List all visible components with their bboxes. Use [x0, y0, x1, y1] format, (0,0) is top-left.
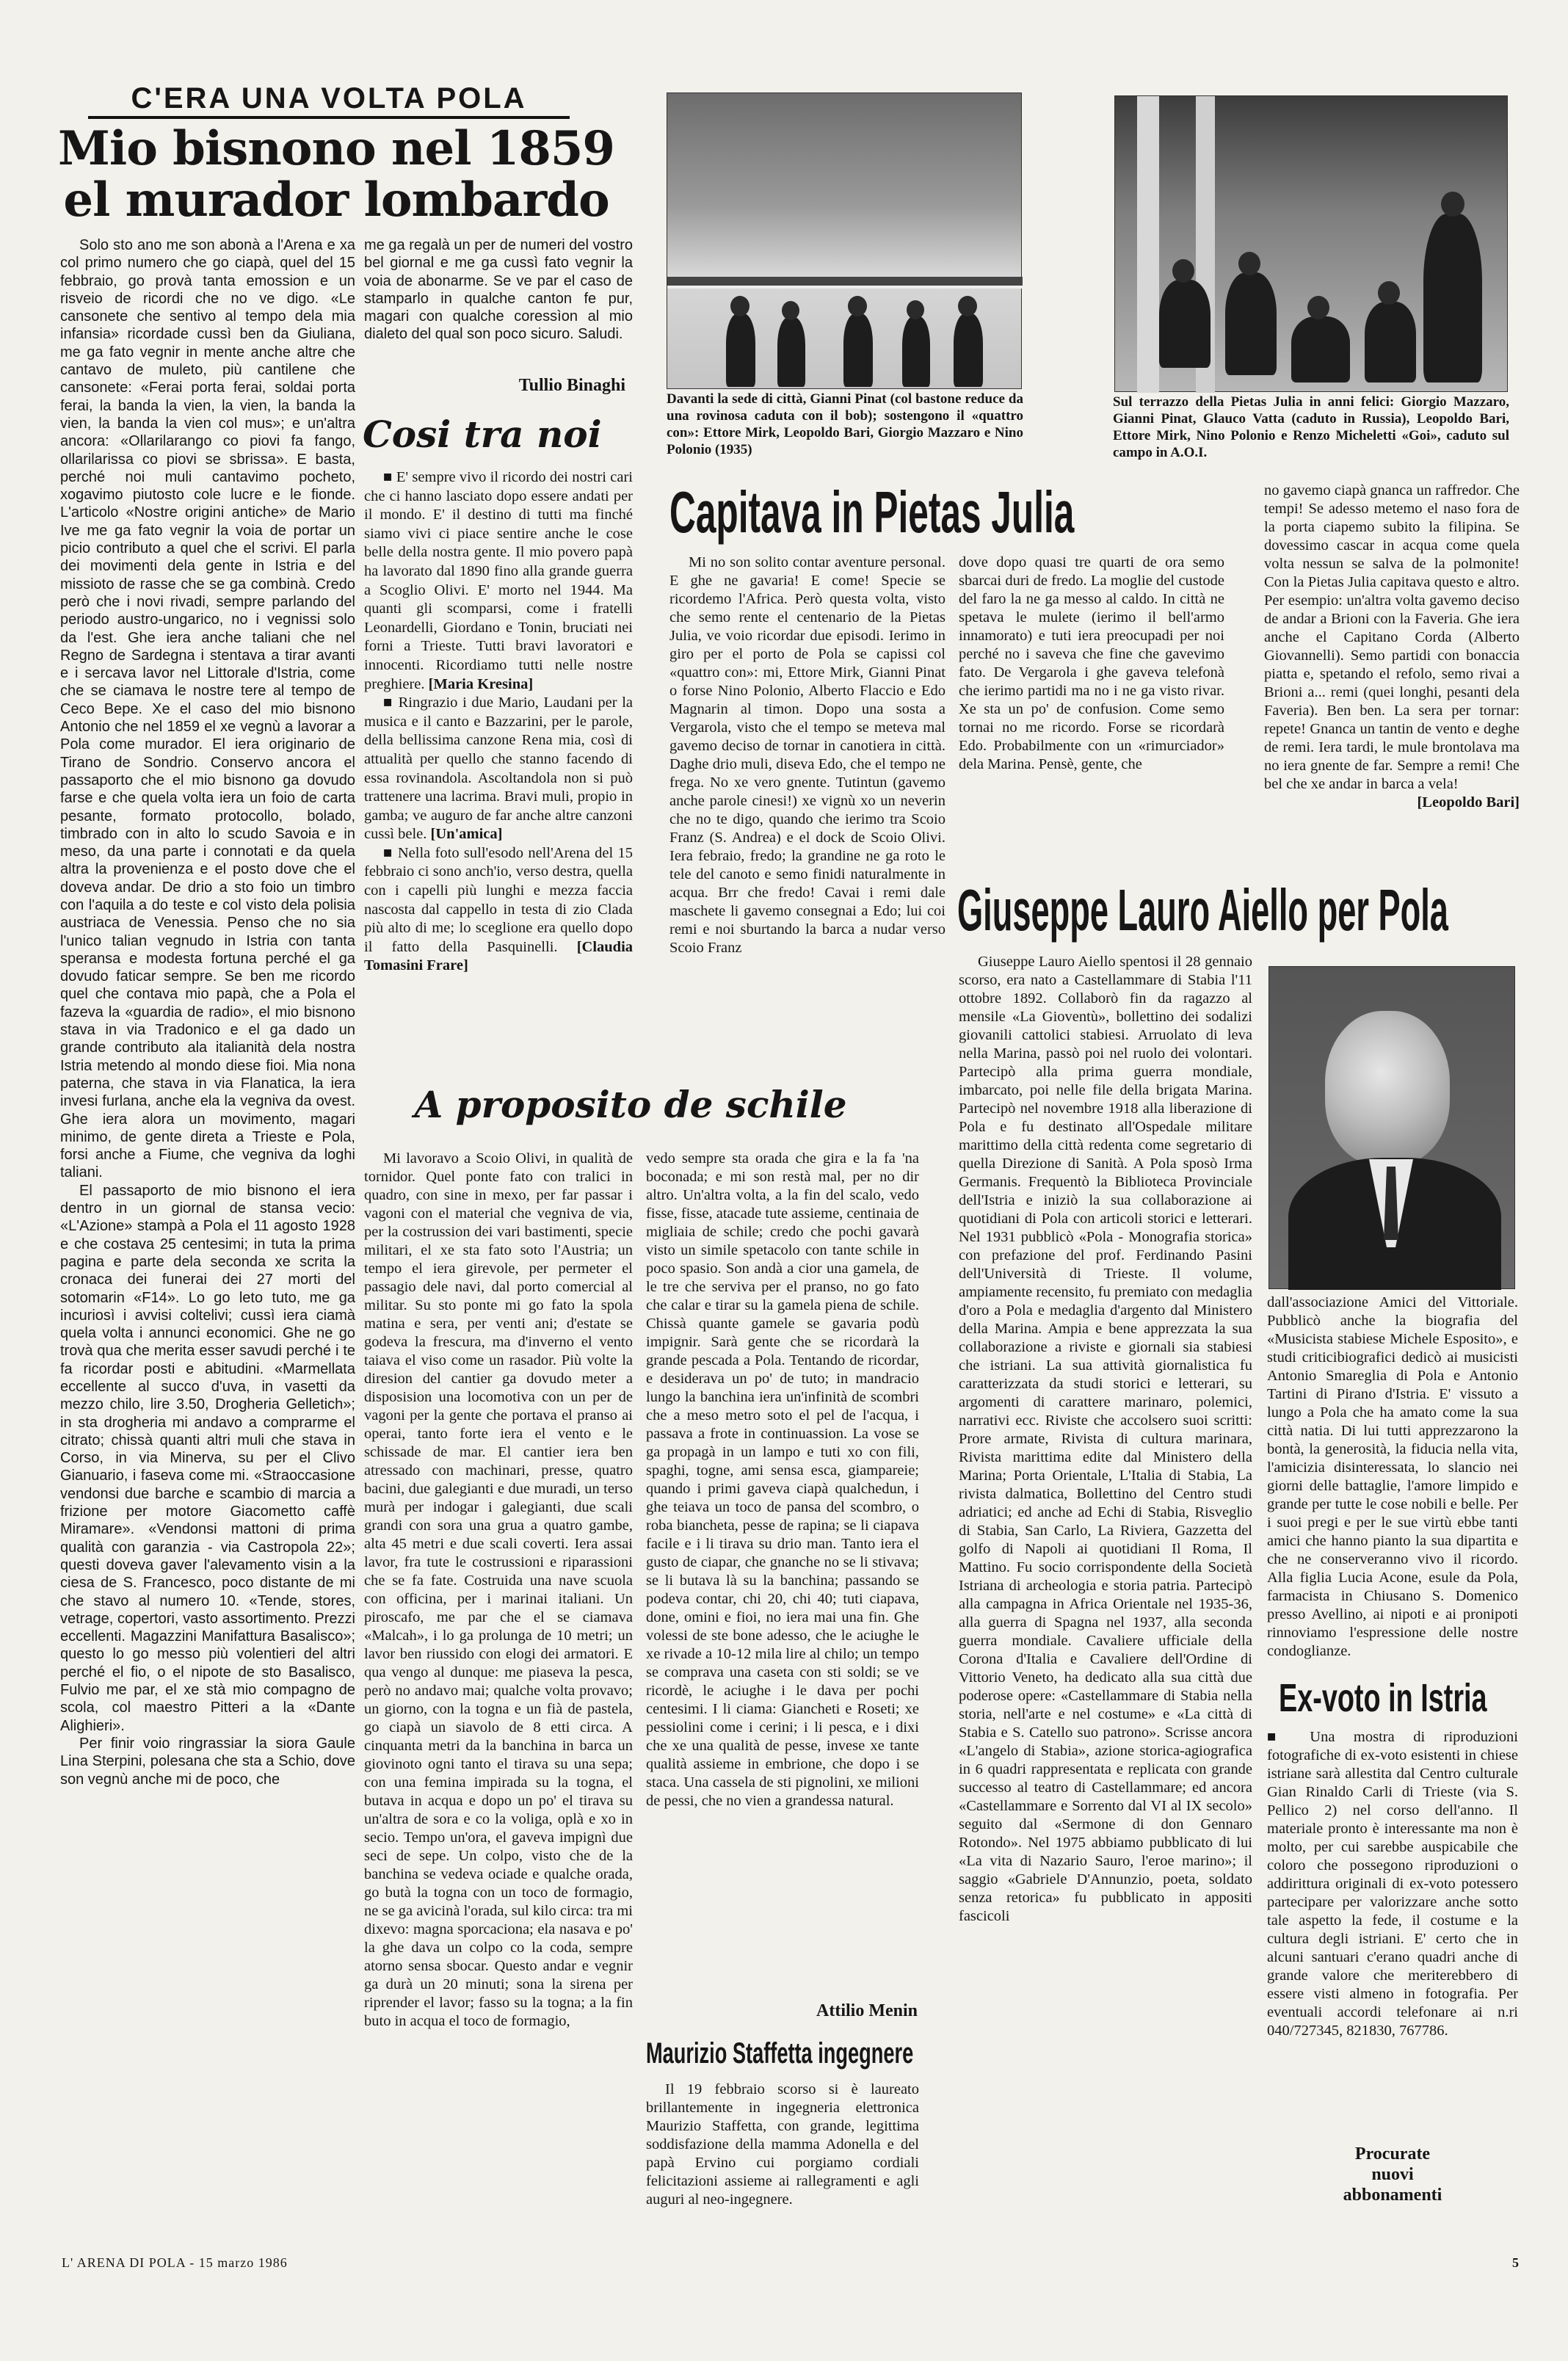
- schile-col1-text: Mi lavoravo a Scoio Olivi, in qualità de tornidor. Quel ponte fato con tralici in quadro, con sine in mexo, per far passar i vagoni con el material che vegniva de via, per la costrussion dei vari bastimenti, specie militari, el xe sta fato soto l'Austria; un tempo el iera girevole, per permeter el passagio dele navi, dal porto comercial al militar. Su sto ponte mi go fato la spola matina e sera, per venti ani; d'estate se godeva la frescura, ma d'inverno el vento taiava el viso come un rasador. Più volte la diresion del cantier ga dovudo meter a disposision una locomotiva con un per de vagoni per la gente che portava el pranso ai operai, tanto forte iera el vento e le schissade de mar. El cantier iera ben atressado con machinari, presse, quatro bacini, due galegianti e due muradi, un terso murà per indogar i galegianti, due scali grandi con sora una grua a quatro gambe, alta 45 metri e due scali coverti. Iera assai lavor, fra tute le costrussioni e riparassioni che se fa fate. Costruida una nave scuola con officina, per i marinai italiani. Un piroscafo, me par che el se ciamava «Malcah», i lo ga prolunga de 10 metri; un lavor ben riussido con elogi dei armatori. E qua vengo al dunque: me piaseva la pesca, però no andavo mai; qualche volta provavo; un giorno, con la togna e un fià de pastela, go ciapà un siavolo de 8 etti circa. A cinquanta metri da la banchina in barca un giovinoto ogni tanto el tirava su una sepa; con una femina impirada su la togna, el butava in acqua e dopo un po' el tirava su un'altra de sora e co la voliga, oplà e xo in secio. Tempo un'ora, el gaveva impignì due seci de sepe. Un colpo, visto che de la banchina se vedeva ociade e qualche orada, go butà la togna con un toco de formagio, ne se ga avicinà l'orada, sul kilo circa: tra mi dixevo: magna sporcaciona; ela nasava e po' la ghe dava un colpo co la coda, sempre atorno sensa sbocar. Questo andar e vegnir ga durà un 20 minuti; sona la sirena per riprender el lavor; fasso su la togna; a la fin buto in acqua el toco de formagio,: [364, 1150, 633, 2029]
- aiello-title-wrap: [957, 878, 1530, 944]
- bullet-square-icon: ■: [383, 469, 396, 485]
- cosi-tra-noi-title: Cosi tra noi: [363, 413, 602, 456]
- cosi-tra-noi-item-2: ■ Ringrazio i due Mario, Laudani per la musica e il canto e Bazzarini, per le parole, della bellissima canzone Rena mia, così di attualità per quello che stanno facendo di essa rovinandola. Ascoltandola non si può trattenere una lacrima. Bravi muli, propio in gamba; ve auguro de far anche altre canzoni cussì bele. [Un'amica]: [364, 694, 633, 843]
- left-article-para-2: El passaporto de mio bisnono el iera dentro in un giornal de stansa vecio: «L'Azione» stampà a Pola el 11 agosto 1928 e che costava 25 centesimi; in tuta la prima pagina e parte dela seconda xe scrita la cronaca dei funerai dei 27 morti del sotomarin «F14». Lo go leto tuto, me ga incuriosì i avvisi coltelivi; cussì iera ciamà quela volta i annunci economici. Ghe ne go trovà qua che merita esser savudi perché i te fa ricordar posti e abitudini. «Marmellata eccellente al succo d'uva, in vasetti da mezzo chilo, lire 3.50, Drogheria Gelletich»; in sta drogheria mi andavo a comprarme el citrato; chissà quanti altri muli che stava in Corso, in via Minerva, su per el Clivo Gianuario, i faseva come mi. «Straoccasione vendonsi due barche e scambio di marcia a frizione per motore Giacometto caffè Miramare». «Vendonsi mattoni di prima qualità con garanzia - via Castropola 22»; questi doveva gaver l'alevamento visin a la ciesa de S. Francesco, poco distante de mi che stavo al numero 10. «Tende, stores, vetrage, copertori, vasto assortimento. Prezzi eccellenti. Magazzini Manifattura Basalisco»; questo lo go messo più volentieri del altri perché el fio, o el nipote de sto Basalisco, Fulvio me par, el xe stà mio compagno de scola, col maestro Pitteri a la «Dante Alighieri».: [60, 1182, 355, 1734]
- exvoto-title-wrap: [1276, 1675, 1518, 1722]
- pietas-column-1: [669, 554, 945, 1065]
- schile-title: A proposito de schile: [414, 1083, 847, 1126]
- caption-quattro-con: Davanti la sede di città, Gianni Pinat (col bastone reduce da una rovinosa caduta con il bob); sostengono il «quattro con»: Ettore Mirk, Leopoldo Bari, Giorgio Mazzaro e Nino Polonio (1935): [667, 391, 1023, 457]
- headline-line-2: el murador lombardo: [63, 173, 609, 228]
- signature-leopoldo-bari: [Leopoldo Bari]: [1417, 794, 1520, 810]
- pietas-title: Capitava in Pietas Julia: [669, 479, 1075, 545]
- pietas-col1-text: Mi no son solito contar aventure personal. E ghe ne gavaria! E come! Specie se ricordemo l'Africa. Però questa volta, visto che semo rente el centenario de la Pietas Julia, ve voio ricordar due episodi. Ierimo in giro per el porto de Pola se capissi col «quattro con»: mi, Ettore Mirk, Gianni Pinat o forse Nino Polonio, Alberto Flaccio e Edo Magnarin al timon. Dopo una sosta a Vergarola, visto che el tempo se meteva mal gavemo deciso de tornar in canotiera in città. Daghe drio muli, diseva Edo, che el tempo ne frega. No xe vero gnente. Tutintun (gavemo anche parole cinesi!) xe vignù xo un neverin che no te digo, quando che ierimo tra Scoio Franz (S. Andrea) e el dock de Scoio Olivi. Iera febraio, fredo; la grandine ne ga roto le tele del canoto e semo finidi naturalmente in acqua. Brr che fredo! Cavai i remi dale maschete li gavemo consegnai a Edo; lui coi remi e noi sburtando la barca a nudar verso Scoio Franz: [669, 554, 945, 956]
- promo-procurate-abbonamenti: [1267, 2144, 1518, 2214]
- cosi-tra-noi-item-3: ■ Nella foto sull'esodo nell'Arena del 15 febbraio ci sono anch'io, verso destra, quella con i capelli più lunghi e mezza faccia nascosta dal cappello in testa di zio Clada più alto di me; lo sceglione era quello dopo il fatto della Pasquinelli. [Claudia Tomasini Frare]: [364, 844, 633, 974]
- exvoto-body: [1267, 1728, 1518, 2104]
- promo-line-3: abbonamenti: [1343, 2186, 1442, 2205]
- photo-quattro-con-1935: [667, 93, 1022, 389]
- schile-column-1: [364, 1150, 633, 2208]
- headline-line-1: Mio bisnono nel 1859: [58, 123, 614, 176]
- bullet-square-icon: ■: [1267, 1729, 1310, 1745]
- staffetta-title: Maurizio Staffetta ingegnere: [646, 2037, 914, 2070]
- aiello-column-1: [959, 953, 1252, 2210]
- cosi-tra-noi-body: [364, 468, 633, 1070]
- promo-line-2: nuovi: [1371, 2165, 1414, 2184]
- kicker-cera-una-volta-pola: C'ERA UNA VOLTA POLA: [88, 82, 570, 119]
- left-article-col2-text: me ga regalà un per de numeri del vostro bel giornal e me ga cussì fato vegnir la voia de abonarme. Se ve par el caso de stamparlo in qualche canton fe pur, magari con qualche coressìon al mio dialeto del qual son poco sicuro. Saludi.: [364, 237, 633, 343]
- pietas-column-2: [959, 554, 1224, 862]
- staffetta-title-wrap: [646, 2034, 925, 2075]
- bullet-square-icon: ■: [383, 694, 399, 711]
- aiello-title: Giuseppe Lauro Aiello per Pola: [957, 878, 1448, 943]
- portrait-giuseppe-lauro-aiello: [1268, 966, 1515, 1289]
- cosi-tra-noi-item-1: ■ E' sempre vivo il ricordo dei nostri cari che ci hanno lasciato dopo essere andati per il mondo. E' il destino di tutti ma finché siamo vivi ci piace sentire anche le cose belle della nostra gente. Il mio povero papà ha lavorato dal 1890 fino alla grande guerra a Scoglio Olivi. E' morto nel 1944. Ma quanti gli scomparsi, come i fratelli Leonardelli, Giordano e Tonin, bruciati nei forni a Trieste. Tutti bravi lavoratori e innocenti. Ricordiamo tutti nelle nostre preghiere. [Maria Kresina]: [364, 469, 633, 692]
- left-article-column-2: [364, 236, 633, 366]
- photo-terrazzo-pietas-julia: [1114, 95, 1508, 392]
- aiello-col1-text: Giuseppe Lauro Aiello spentosi il 28 gennaio scorso, era nato a Castellammare di Stabia l'11 ottobre 1892. Collaborò fin da ragazzo al mensile «La Gioventù», bollettino dei sodalizi giovanili cattolici stabiesi. Arruolato di leva nella Marina, passò poi nel ruolo dei volontari. Partecipò alla prima guerra mondiale, imbarcato, poi nelle file della brigata Marina. Partecipò nel novembre 1918 alla liberazione di Pola e fu destinato all'Ospedale militare marittimo della città redenta come segretario di quella Direzione di Sanità. A Pola sposò Irma Germanis. Frequentò la Biblioteca Provinciale dell'Istria e iniziò la sua collaborazione ai quotidiani di Pola con articoli storici e letterari. Nel 1931 pubblicò «Pola - Monografia storica» con prefazione del prof. Ferdinando Pasini dell'Università di Trieste. Il volume, ampiamente recensito, fu premiato con medaglia d'oro a Pola e medaglia d'argento dal Ministero della Marina. Ampia e bene apprezzata la sua collaborazione a riviste e giornali sia stabiesi che istriani. La sua attività giornalistica fu caratterizzata da studi storici e letterari, su argomenti di carattere marinaro, polemici, narrativi ecc. Riviste che accolsero suoi scritti: Prore armate, Rivista di cultura marinara, Rivista marittima edite dal Ministero della Marina; Porta Orientale, L'Italia di Stabia, La rivista dalmatica, Bollettino del Centro studi adriatici; ed anche ad Echi di Stabia, Risveglio di Stabia, San Carlo, La Riviera, Gazzetta del golfo di Napoli ai quotidiani Il Roma, Il Mattino. Fu socio corrispondente della Società Istriana di archeologia e storia patria. Partecipò alla campagna in Africa Orientale nel 1935-36, alla guerra di Spagna nel 1937, alla seconda guerra mondiale. Cavaliere ufficiale della Corona d'Italia e Cavaliere dell'Ordine di Vittorio Veneto, ha dedicato alla sua città due poderose opere: «Castellammare di Stabia nella storia, nell'arte e nel costume» e «La città di Stabia e S. Catello suo patrono». Scrisse ancora «L'angelo di Stabia», azione storica-agiografica in 6 quadri rappresentata e replicata con grande successo al teatro di Castellammare; ed ancora «Castellammare e Sorrento dal VI al IX secolo» seguito dal «Sermone di don Gennaro Rotondo». Nel 1975 abbiamo pubblicato di lui «La vita di Nazario Sauro, l'eroe marino»; il saggio «Gabriele D'Annunzio, poeta, soldato senza retorica» fu pubblicato in appositi fascicoli: [959, 954, 1252, 1924]
- bullet-square-icon: ■: [383, 844, 398, 861]
- exvoto-text: ■ Una mostra di riproduzioni fotografiche di ex-voto esistenti in chiese istriane sarà allestita dal Centro culturale Gian Rinaldo Carli di Trieste (via S. Pellico 2) nel corso dell'anno. Il materiale pronto è interessante ma non è molto, per cui sarebbe auspicabile che coloro che possegono riproduzioni o addirittura originali di ex-voto potessero partecipare per valorizzare anche sotto tale aspetto la fede, il costume e la cultura degli istriani. E' certo che in alcuni santuari c'erano quadri anche di grande valore che meriterebbero di essere visti almeno in fotografia. Per eventuali accordi telefonare ai n.ri 040/727345, 821830, 767786.: [1267, 1729, 1518, 2039]
- pietas-title-wrap: [669, 479, 1227, 549]
- headline-bisnono: [57, 123, 615, 233]
- pietas-col2-text: dove dopo quasi tre quarti de ora semo sbarcai duri de fredo. La moglie del custode del faro la ne ga messo al caldo. In città ne spetava le mulete (ierimo il bell'armo innamorato) e tuti iera preocupadi per noi perché no i saveva che fine che gavevimo fato. De Vergarola i ghe gaveva telefonà che ierimo partidi ma no i ne ga visto rivar. Xe sta un po' de confusion. Come semo tornai no me ricordo. Forse se ricordarà Edo. Probabilmente con un «rimurciador» dela Marina. Pensè, gente, che: [959, 554, 1224, 772]
- schile-column-2: [646, 1150, 919, 1997]
- promo-line-1: Procurate: [1354, 2144, 1431, 2164]
- caption-terrazzo: Sul terrazzo della Pietas Julia in anni felici: Giorgio Mazzaro, Gianni Pinat, Glauco Vatta (caduto in Russia), Leopoldo Bari, Ettore Mirk, Nino Polonio e Renzo Micheletti «Goi», caduto sul campo in A.O.I.: [1113, 394, 1509, 460]
- aiello-column-2: [1267, 1294, 1518, 1669]
- schile-col2-text: vedo sempre sta orada che gira e la fa 'na boconada; e mi son restà mal, per no dir altro. Un'altra volta, a la fin del scalo, vedo fisse, fisse, atacade tute assieme, centinaia de migliaia de schile; credo che pochi gavarà visto un simile spetacolo con tante schile in poco spasio. Son andà a cior una gamela, de le tre che serviva per el pranso, no go fato che calar e tirar su la gamela piena de schile. Chissà quante gamele se gavaria podù impignir. Sarà gente che se ricordarà la grande pescada a Pola. Tentando de ricordar, e desiderava un po' de tuto; in mandracio lungo la banchina iera un'infinità de scombri che a meso metro soto el pel de l'acqua, i passava a frote in continuassion. La vose se ga propagà in un lampo e tuti xo con fili, spaghi, togne, ami sensa esca, giampareie; quando i primi gaveva ciapà qualchedun, i ghe teiava un toco de pansa del scombro, o roba biancheta, pesse de rapina; se li ciapava facile e i li tirava su drio man. Tanto iera el gusto de ciapar, che gnanche no se li stivava; se li butava là su la banchina; passando se podeva contar, chi 20, chi 40; tuti ciapava, done, omini e fioi, no iera mai una fin. Ghe volessi de ste bone adesso, che le aciughe le xe rivade a 10-12 mila lire al chilo; un tempo se comprava una caseta con sti soldi; se ve ricordè, le aciughe i le dava per pochi centesimi. I li ciama: Giancheti e Roseti; xe pessiolini come i cerini; i li pesca, e i dixi che xe una qualità de pesse, invese xe tante qualità assieme in embrione, che dopo i se staca. Una cassela de sti pignolini, xe milioni de pessi, che no vien a grandessa natural.: [646, 1150, 919, 1809]
- aiello-col2-text: dall'associazione Amici del Vittoriale. Pubblicò anche la biografia del «Musicista stabiese Michele Esposito», e studi criticibiografici dedicò ai musicisti Antonio Smareglia di Pola e Antonio Tartini di Pirano d'Istria. E' vissuto a lungo a Pola che ha amato come la sua città natia. Di lui tutti apprezzarono la bontà, la generosità, la fiducia nella vita, l'amicizia disinteressata, lo slancio nei giorni delle battaglie, l'amore limpido e grande per tutte le cose nobili e belle. Per i suoi pregi e per le sue virtù ebbe tanti amici che hanno pianto la sua dipartita e che ne conserveranno vivo il ricordo. Alla figlia Lucia Acone, esule da Pola, farmacista in Chiusano S. Domenico presso Avellino, ai nipoti e ai pronipoti rinnoviamo l'espressione delle nostre condoglianze.: [1267, 1294, 1518, 1659]
- pietas-column-3: [1264, 482, 1520, 863]
- left-article-column-1: [60, 236, 355, 2222]
- pietas-col3-text: no gavemo ciapà gnanca un raffredor. Che tempi! Se adesso metemo el naso fora de la porta ciapemo subito la filipina. Se dovessimo cascar in acqua come quela volta nessun se salva de la polmonite! Con la Pietas Julia capitava questo e altro. Per esempio: un'altra volta gavemo deciso de andar a Brioni con la Faveria. Ghe iera anche el Capitano Corda (Alberto Giovannelli). Semo partidi con bonaccia piatta e, spetando el refolo, semo rivai a Brioni a... remi (quei longhi, pesanti dela Faveria). Ben ben. La sera per tornar: repete! Gnanca un tantin de vento e deghe de remi. Iera tardi, le mule brontolava ma no iera gnente de far. Sempre a remi! Che bel che xe andar in barca a vela!: [1264, 482, 1520, 792]
- signature-tullio-binaghi: Tullio Binaghi: [518, 376, 625, 395]
- signature-attilio-menin: Attilio Menin: [816, 2001, 918, 2020]
- staffetta-body: [646, 2081, 919, 2210]
- staffetta-text: Il 19 febbraio scorso si è laureato brillantemente in ingegneria elettronica Maurizio Staffetta, con grande, legittima soddisfazione della mamma Adonella e del papà Ervino cui porgiamo cordiali felicitazioni assieme ai rallegramenti e agli auguri al neo-ingegnere.: [646, 2081, 919, 2208]
- footer-publication-date: L' ARENA DI POLA - 15 marzo 1986: [62, 2255, 288, 2270]
- exvoto-title: Ex-voto in Istria: [1279, 1676, 1487, 1720]
- footer-page-number: 5: [1512, 2255, 1520, 2270]
- left-article-para-3: Per finir voio ringrassiar la siora Gaule Lina Sterpini, polesana che sta a Schio, dove son vegnù anche mi de poco, che: [60, 1735, 355, 1788]
- left-article-para-1: Solo sto ano me son abonà a l'Arena e xa col primo numero che go ciapà, quel del 15 febbraio, go provà tanta emossion e un risveio de ricordi che no ve digo. «Le cansonete che sentivo al tempo dela mia infansia» ricordade cussì ben da Giuliana, me ga fato vegnir in mente anche altre che cantavo de muleto, più cantilene che cansonete: «Ferai porta ferai, soldai porta ferai, la banda la vien, la vien, la banda la vien, la banda la vien col mus»; e un'altra ancora: «Ollarilarango co piovi fa fango, ollarilarissa co piovi se sbrissa». E basta, perché noi muli cantavimo pocheto, xogavimo piutosto cole lucre e le fionde. L'articolo «Nostre origini antiche» de Mario Ive me ga fato vegnir la voia de portar un picio contributo a quel che el scrivi. El parla dei movimenti dela gente in Istria e del missioto de rasse che se ga combinà. Credo però che i novi rivadi, sempre parlando del periodo austro-ungarico, no i vegnissi solo da l'est. Ghe iera anche taliani che nel Regno de Sardegna i stentava a tirar avanti e i sercava lavor nel Littorale d'Istria, come che se ciamava le nostre tere al tempo de Ceco Bepe. Xe el caso del mio bisnono Antonio che nel 1859 el xe vegnù a lavorar a Pola come murador. El iera originario de Tirano de Sondrio. Conservo ancora el passaporto che el mio bisnono ga dovudo farse e che quela volta iera un foio de carta pesante, formato protocollo, bolado, timbrado con in alto lo scudo Savoia e in meso, da una parte i connotati e da quela altra la provenienza e el posto dove che el doveva andar. De drio a sto foio un timbro con l'aquila a do teste e col visto dela polisia austriaca de Venessia. Penso che no sia l'unico talian vegnudo in Istria con tanta speransa e modesta fortuna perché el ga dovudo faticar sempre. Se ben me ricordo quel che contava mio papà, che a Pola el fazeva la «guardia de radio», el mio bisnono stava in via Tradonico e el ga dado un grande contributo ala italianità dela nostra Istria metendo al mondo diese fioi. Mia nona paterna, che stava in via Flanatica, la iera invesi furlana, anche ela la vegniva da ovest. Ghe iera alora un movimento, magari minimo, de gente direta a Trieste e Pola, forsi anche a Fiume, che vegniva da loghi taliani.: [60, 237, 355, 1181]
